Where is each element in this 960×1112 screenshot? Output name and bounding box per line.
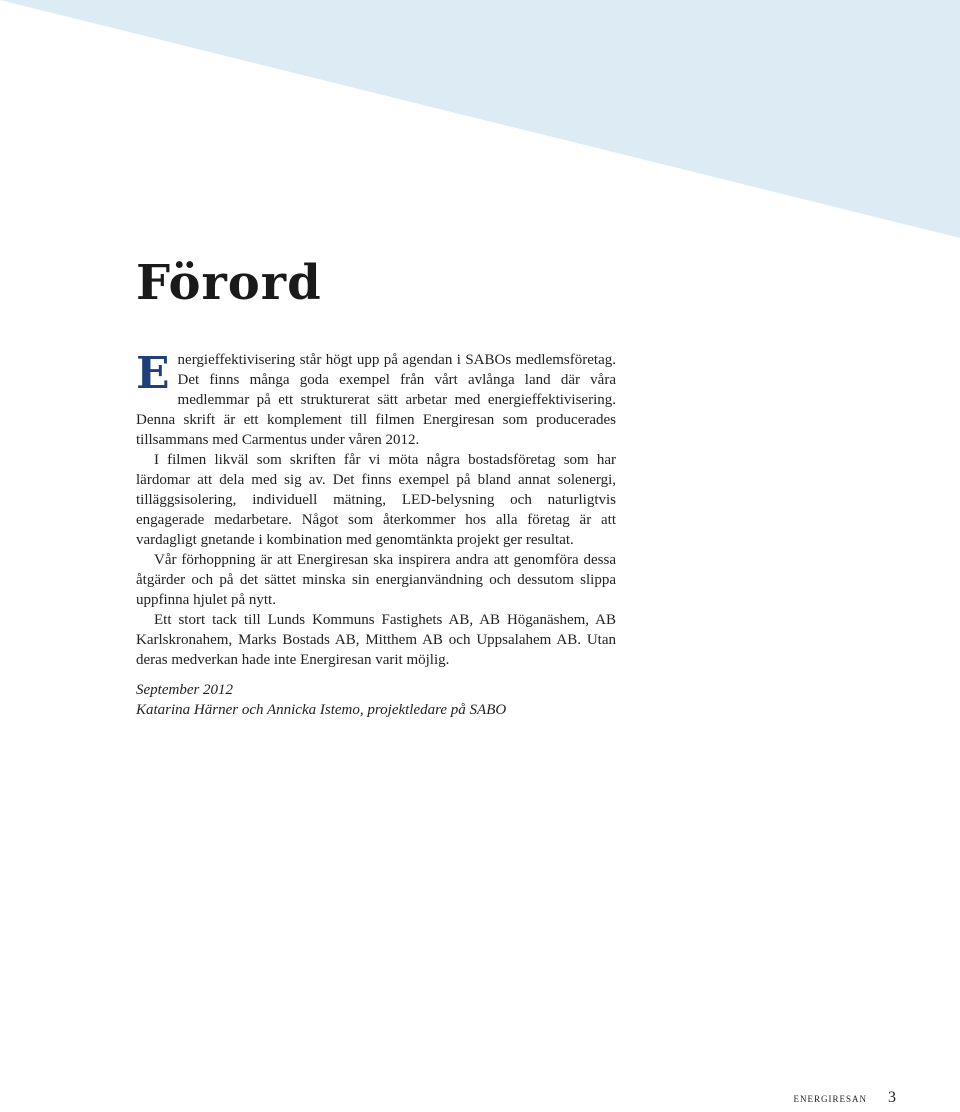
paragraph-2: I filmen likväl som skriften får vi möta några bostadsföretag som har lärdomar att dela med sig av. Det finns exempel på bland annat solenergi, tilläggsisolering, individuell mätning, LED-belysning och naturligtvis engagerade medarbetare. Något som återkommer hos alla företag är att vardagligt gnetande i kombination med genomtänkta projekt ger resultat.: [136, 452, 616, 548]
paragraph-4: Ett stort tack till Lunds Kommuns Fastighets AB, AB Höganäshem, AB Karlskronahem, Marks Bostads AB, Mitthem AB och Uppsalahem AB. Utan deras medverkan hade inte Energiresan varit möjlig.: [136, 612, 616, 668]
background-triangle: [0, 0, 960, 238]
page-title: Förord: [136, 255, 322, 311]
paragraph-3: Vår förhoppning är att Energiresan ska inspirera andra att genomföra dessa åtgärder och på det sättet minska sin energianvändning och dessutom slippa uppfinna hjulet på nytt.: [136, 552, 616, 608]
body-text: [136, 350, 616, 670]
background-shape: [0, 0, 960, 240]
publication-name: energiresan: [793, 1090, 867, 1105]
drop-cap: E: [136, 348, 170, 399]
signature-date: September 2012: [136, 682, 234, 698]
signature: [136, 680, 506, 720]
signature-authors: Katarina Härner och Annicka Istemo, projektledare på SABO: [136, 702, 507, 718]
page-number: 3: [888, 1089, 896, 1106]
page-footer: [794, 1090, 897, 1106]
paragraph-1: [136, 350, 616, 450]
paragraph-1-text: nergieffektivisering står högt upp på agendan i SABOs medlemsföretag. Det finns många goda exempel från vårt avlånga land där våra medlemmar på ett strukturerat sätt arbetar med energieffektivisering. Denna skrift är ett komplement till filmen Energiresan som producerades tillsammans med Carmentus under våren 2012.: [136, 352, 616, 448]
